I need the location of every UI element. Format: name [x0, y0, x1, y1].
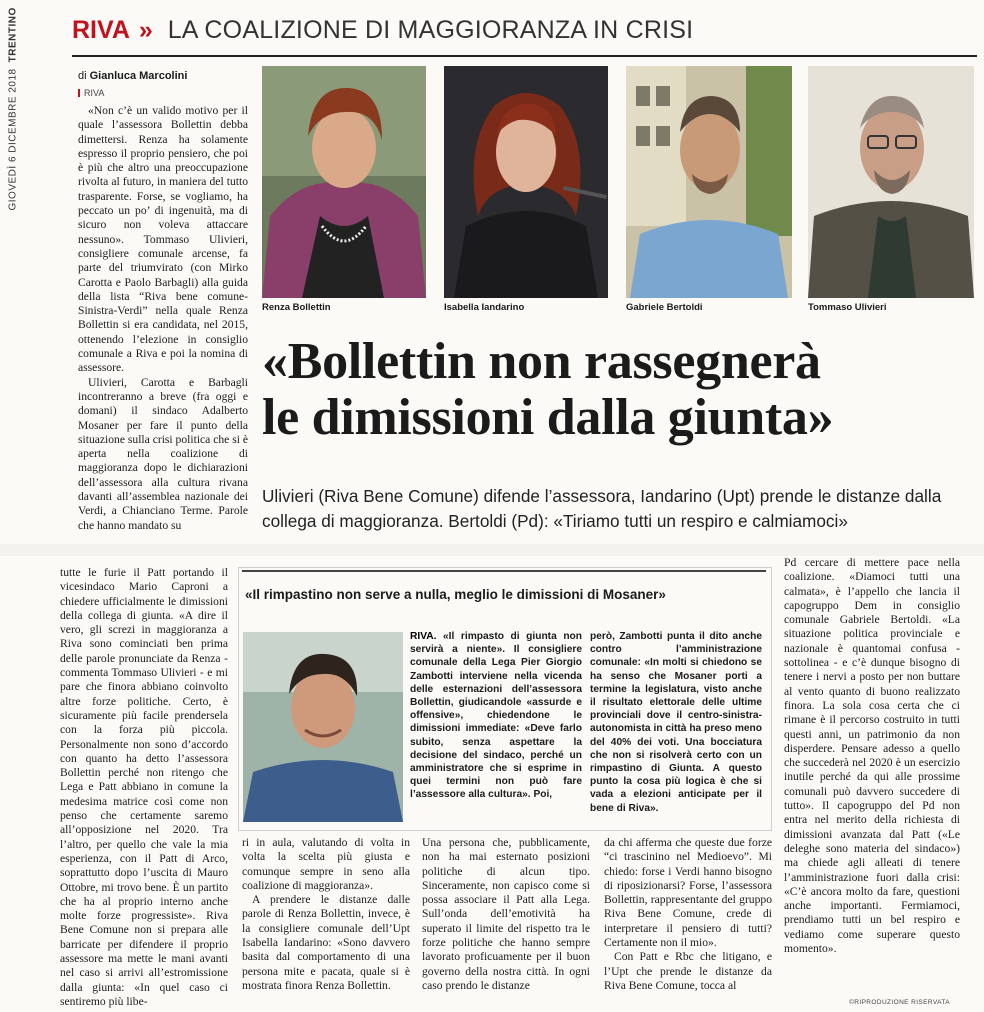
photo-pier-giorgio-zambotti	[243, 632, 403, 822]
article-column-5	[604, 836, 772, 1008]
top-rule	[72, 55, 977, 57]
article-column-2	[60, 566, 228, 1008]
kicker-place: RIVA	[72, 16, 130, 44]
box-rule	[242, 570, 766, 572]
headline	[262, 334, 982, 446]
headline-line-2: le dimissioni dalla giunta»	[262, 389, 834, 446]
photo-caption: Isabella Iandarino	[444, 302, 525, 313]
box-paragraph: però, Zambotti punta il dito anche contro l’amministrazione comunale: «In molti si chiedono se ha senso che Mosaner porti a termine la legislatura, visto anche il risultato elettorale delle ultime provinciali dove il centro-sinistra-autonomista in città ha preso meno del 40% dei voti. Una bocciatura che non si risolverà certo con un rimpastino di Giunta. A questo punto la cosa più logica è che si vada a elezioni anticipate per il bene di Riva».	[590, 631, 762, 814]
article-column-6	[784, 556, 960, 992]
box-column-b	[590, 630, 762, 822]
photo-isabella-iandarino	[444, 66, 608, 298]
box-place: RIVA.	[410, 631, 437, 642]
section-kicker	[72, 16, 693, 45]
byline	[78, 70, 187, 82]
article-paragraph: tutte le furie il Patt portando il vicesindaco Mario Caproni a chiedere ufficialmente le dimissioni della collega di giunta. «A dire il vero, gli screzi in maggioranza a Riva sono cominciati ben prima delle parole pronunciate da Renza - commenta Tommaso Ulivieri - e mi pare che finora abbiano coinvolto altre forze politiche. Certo, è sicuramente più facile prendersela con la forza più piccola. Personalmente non sono d’accordo con quanto ha detto l’assessora Bollettin perché non ritengo che Lega e Patt abbiano in comune la medesima matrice così come non penso che certamente saremo all’opposizione nel 2020. Tra l’altro, per quello che vale la mia esperienza, con il Patt di Arco, soprattutto dopo l’uscita di Mauro Ottobre, mi trovo bene. È un partito che ha al proprio interno anche molte forze progressiste». Riva Bene Comune non si prepara alle barricate per difendere il proprio assessore ma mette le mani avanti nel caso si arrivi all’estromissione dalla giunta: «In quel caso ci sentiremo più libe-	[60, 566, 228, 1008]
article-paragraph: Pd cercare di mettere pace nella coalizione. «Diamoci tutti una calmata», è l’appello che lancia il capogruppo Dem in consiglio comunale Gabriele Bertoldi. «La situazione politica provinciale e nazionale è quantomai confusa - sottolinea - e c’è dunque bisogno di tenere i nervi a posto per non buttare al vento quanto di buono realizzato finora. La sola cosa certa che ci rimane è il percorso costruito in tutti questi anni, un patrimonio da non disperdere. Pensare adesso a quello che succederà nel 2020 è un esercizio inutile perché da qui alle prossime comunali può davvero succedere di tutto». Il capogruppo del Pd non entra nel merito della richiesta di dimissioni avanzata dal Patt («Le deleghe sono materia del sindaco») ma chiede agli alleati di tenere l’amministrazione fuori dalla crisi: «C’è ancora molto da fare, questioni anche importanti. Fermiamoci, prendiamo tutti un bel respiro e vediamo come superare questo momento».	[784, 556, 960, 956]
box-paragraph: «Il rimpasto di giunta non servirà a niente». Il consigliere comunale della Lega Pier Giorgio Zambotti interviene nella vicenda delle esternazioni dell’assessora Bollettin, giudicandole «assurde e offensive», chiedendone le dimissioni immediate: «Deve farlo subito, senza aspettare la decisione del sindaco, perché un amministratore che si esprime in quei termini non può fare l’assessore alla cultura». Poi,	[410, 631, 582, 801]
box-column-a	[410, 630, 582, 822]
margin-date: GIOVEDÌ 6 DICEMBRE 2018	[7, 68, 19, 211]
photo-caption: Tommaso Ulivieri	[808, 302, 887, 313]
article-paragraph: da chi afferma che queste due forze “ci trascinino nel Medioevo”. Mi chiedo: forse i Verdi hanno bisogno di riposizionarsi? Forse, l’assessora Bollettin, rappresentante del gruppo Riva Bene Comune, crede di interpretare il pensiero di tutti? Certamente non il mio».	[604, 836, 772, 950]
photo-caption: Gabriele Bertoldi	[626, 302, 703, 313]
article-paragraph: Con Patt e Rbc che litigano, e l’Upt che prende le distanze da Riva Bene Comune, tocca al	[604, 950, 772, 992]
margin-paper: TRENTINO	[7, 7, 19, 63]
kicker-title: LA COALIZIONE DI MAGGIORANZA IN CRISI	[167, 16, 694, 44]
subheadline: Ulivieri (Riva Bene Comune) difende l’assessora, Iandarino (Upt) prende le distanze dalla collega di maggioranza. Bertoldi (Pd): «Tiriamo tutti un respiro e calmiamoci»	[262, 486, 942, 531]
article-column-1	[78, 104, 248, 540]
byline-prefix: di	[78, 70, 87, 82]
article-paragraph: ri in aula, valutando di volta in volta la scelta più giusta e comunque sempre in seno alla coalizione di maggioranza».	[242, 836, 410, 892]
article-paragraph: Ulivieri, Carotta e Barbagli incontreranno a breve (fra oggi e domani) il sindaco Adalberto Mosaner per fare il punto della situazione sulla crisi politica che si è aperta nella coalizione di maggioranza dopo le dichiarazioni dell’assessora alla cultura rivana davanti all’assemblea nazionale dei Verdi, a Chianciano Terme. Parole che hanno mandato su	[78, 375, 248, 532]
article-paragraph: A prendere le distanze dalle parole di Renza Bollettin, invece, è la consigliere comunale dell’Upt Isabella Iandarino: «Sono davvero basita dal comportamento di una persona mite e pacata, quale si è mostrata finora Renza Bollettin.	[242, 893, 410, 992]
headline-line-1: «Bollettin non rassegnerà	[262, 333, 821, 390]
margin-dateline	[8, 1, 19, 211]
byline-location: RIVA	[78, 88, 104, 98]
page-margin	[0, 0, 30, 544]
article-paragraph: «Non c’è un valido motivo per il quale l’assessora Bollettin debba dimettersi. Renza ha solamente espresso il proprio pensiero, che poi è più che altro una preoccupazione rivolta al futuro, in maniera del tutto trasparente. Forse, se vogliamo, ha peccato un po’ di ingenuità, ma di sicuro non voleva attaccare nessuno». Tommaso Ulivieri, consigliere comunale arcense, fa parte del triumvirato (con Mirko Carotta e Paolo Barbagli) alla guida della lista “Riva bene comune-Sinistra-Verdi” nella quale Renza Bollettin si era candidata, nel 2015, ottenendo l’elezione in consiglio comunale a Riva e poi la nomina di assessore.	[78, 104, 248, 375]
copyright-notice: ©RIPRODUZIONE RISERVATA	[849, 999, 950, 1006]
photo-renza-bollettin	[262, 66, 426, 298]
photo-caption: Renza Bollettin	[262, 302, 331, 313]
bleed-through-text	[540, 0, 980, 12]
photo-gabriele-bertoldi	[626, 66, 792, 298]
box-title: «Il rimpastino non serve a nulla, meglio le dimissioni di Mosaner»	[245, 587, 666, 602]
article-column-4	[422, 836, 590, 1008]
kicker-arrows-icon: »	[138, 16, 153, 44]
byline-author: Gianluca Marcolini	[89, 70, 188, 82]
photo-tommaso-ulivieri	[808, 66, 974, 298]
article-column-3	[242, 836, 410, 1008]
article-paragraph: Una persona che, pubblicamente, non ha mai esternato posizioni politiche di alcun tipo. Sinceramente, non capisco come si possa associare il Patt alla Lega. Sull’onda dell’emotività ha superato il limite del rispetto tra le forze politiche che hanno sempre lavorato proficuamente per il buon governo della nostra città. In ogni caso prendo le distanze	[422, 836, 590, 992]
